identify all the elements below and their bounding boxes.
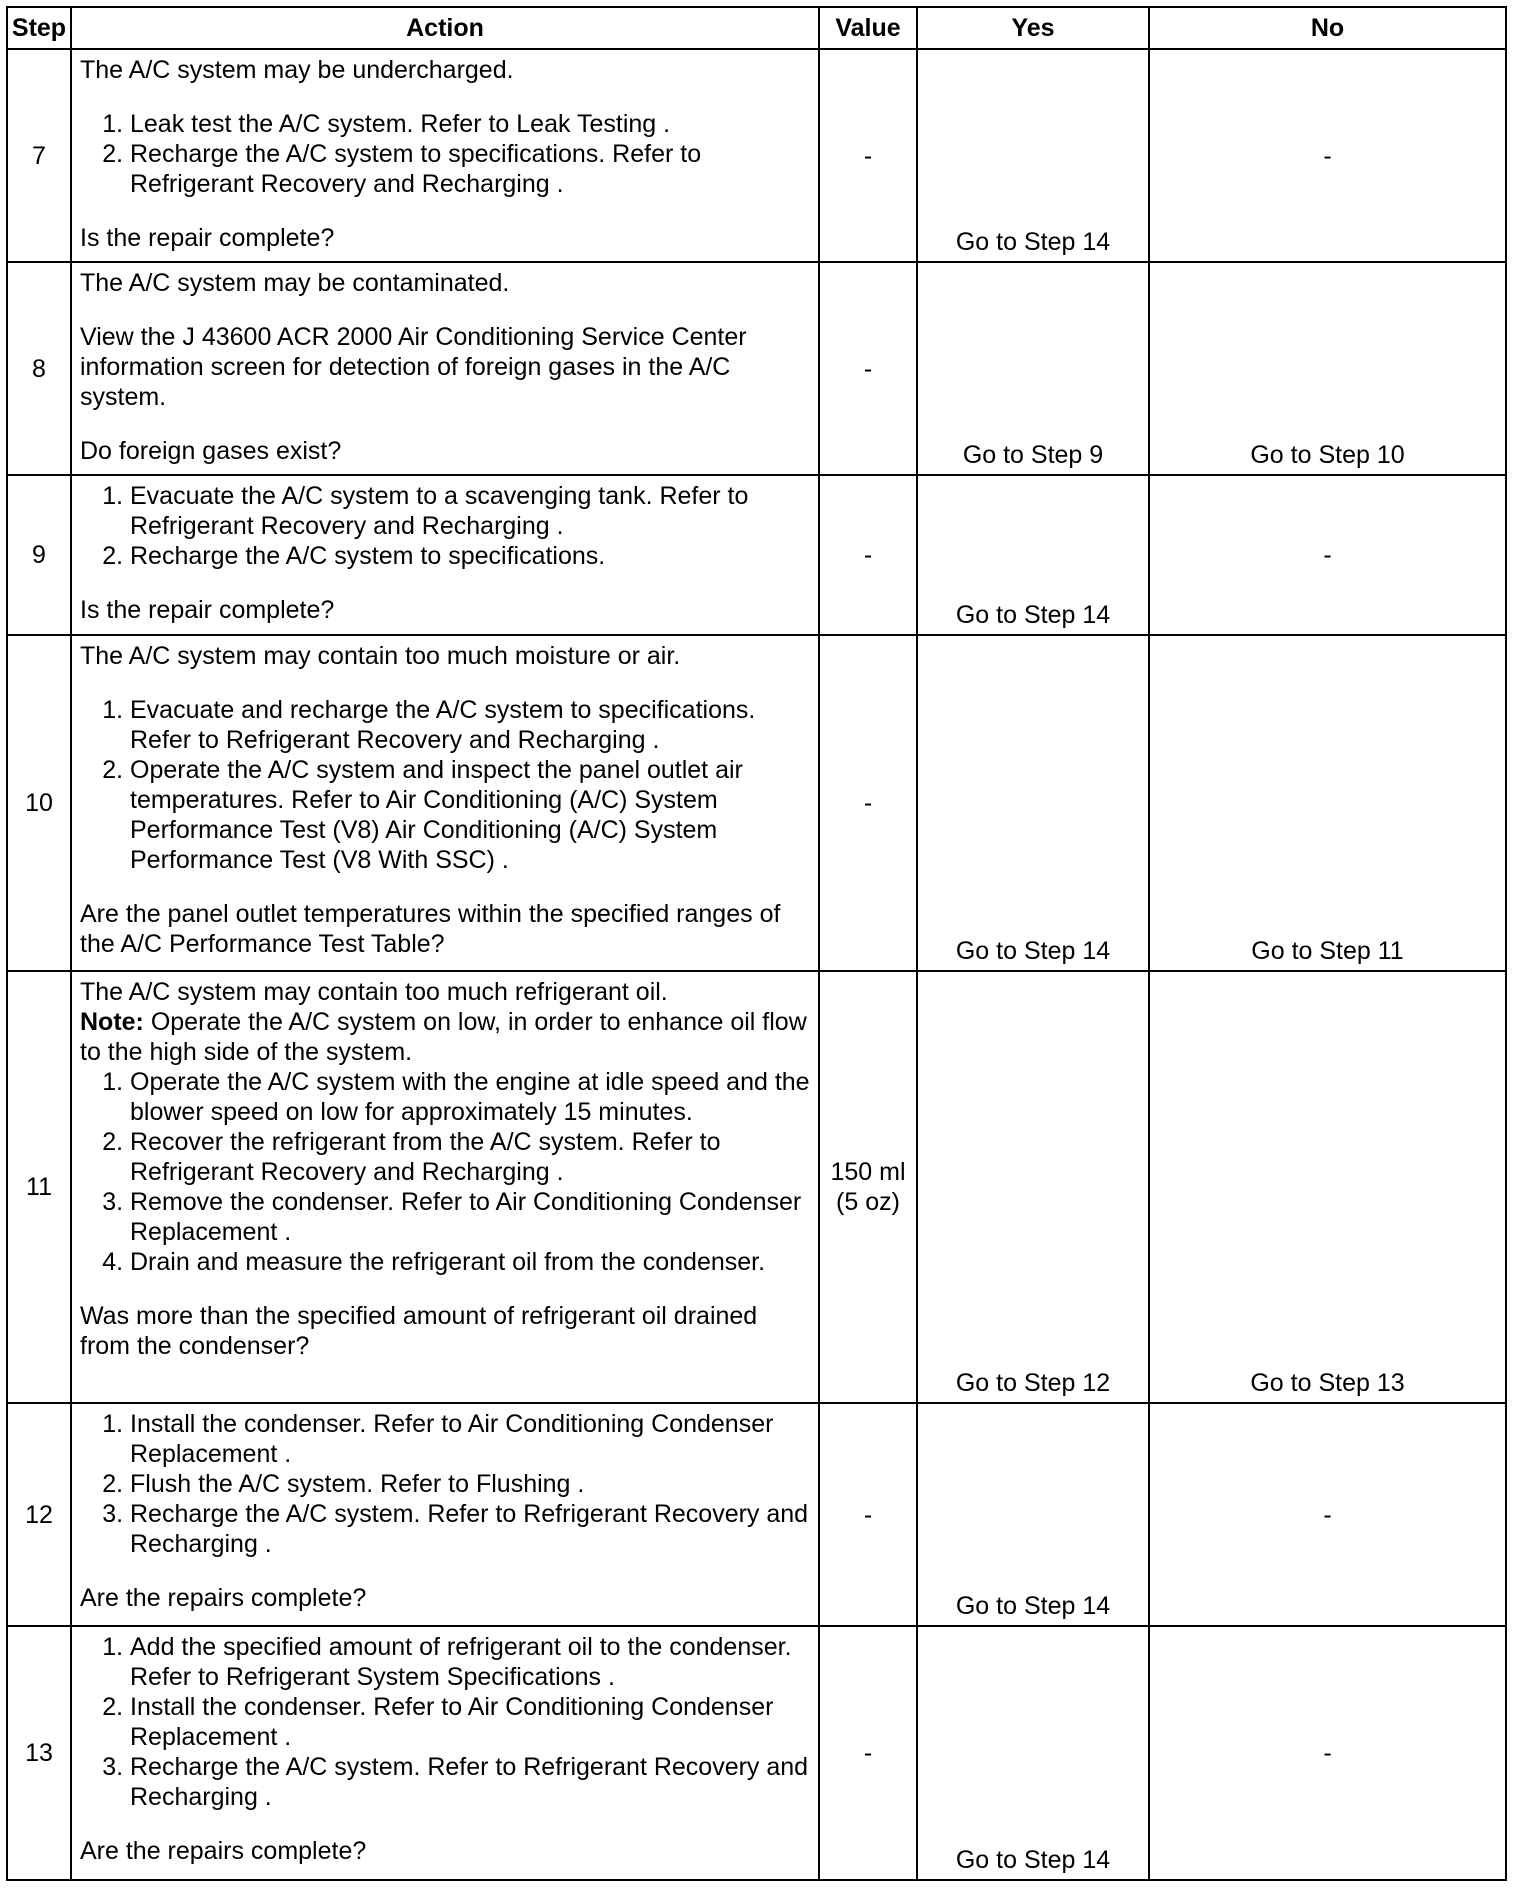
header-step: Step: [7, 7, 71, 49]
step-number: 8: [7, 262, 71, 475]
action-list: [80, 1409, 812, 1559]
table-row: [7, 262, 1506, 475]
action-list: [80, 1067, 812, 1277]
action-cell: [71, 49, 819, 262]
value-cell: [819, 971, 917, 1403]
step-number: 7: [7, 49, 71, 262]
list-item: 1. Leak test the A/C system. Refer to Leak Testing .: [130, 109, 812, 139]
yes-cell: Go to Step 14: [917, 1403, 1149, 1626]
list-item: 2. Operate the A/C system and inspect the panel outlet air temperatures. Refer to Air Conditioning (A/C) System Performance Test (V8) Air Conditioning (A/C) System Performance Test (V8 With SSC) .: [130, 755, 812, 875]
table-row: [7, 971, 1506, 1403]
table-row: [7, 635, 1506, 971]
value-cell: -: [819, 635, 917, 971]
yes-cell: Go to Step 14: [917, 1626, 1149, 1880]
list-item: 3. Recharge the A/C system. Refer to Refrigerant Recovery and Recharging .: [130, 1752, 812, 1812]
list-item: 1. Evacuate the A/C system to a scavenging tank. Refer to Refrigerant Recovery and Recharging .: [130, 481, 812, 541]
action-intro: The A/C system may contain too much moisture or air.: [80, 642, 681, 670]
header-action: Action: [71, 7, 819, 49]
action-question: Is the repair complete?: [80, 224, 335, 252]
yes-cell: Go to Step 14: [917, 475, 1149, 635]
action-question: Was more than the specified amount of refrigerant oil drained from the condenser?: [80, 1302, 758, 1360]
value-cell: -: [819, 1626, 917, 1880]
value-cell: -: [819, 262, 917, 475]
no-cell: -: [1149, 475, 1506, 635]
step-number: 12: [7, 1403, 71, 1626]
action-intro: The A/C system may contain too much refrigerant oil.: [80, 978, 668, 1006]
action-cell: [71, 1403, 819, 1626]
action-intro: The A/C system may be undercharged.: [80, 56, 514, 84]
action-cell: [71, 971, 819, 1403]
action-intro: The A/C system may be contaminated.: [80, 269, 510, 297]
action-list: [80, 481, 812, 571]
step-number: 11: [7, 971, 71, 1403]
value-cell: -: [819, 1403, 917, 1626]
table-row: [7, 49, 1506, 262]
yes-cell: Go to Step 14: [917, 49, 1149, 262]
yes-cell: Go to Step 9: [917, 262, 1149, 475]
no-cell: Go to Step 13: [1149, 971, 1506, 1403]
action-list: [80, 695, 812, 875]
yes-cell: Go to Step 14: [917, 635, 1149, 971]
action-list: [80, 1632, 812, 1812]
list-item: 1. Operate the A/C system with the engine at idle speed and the blower speed on low for approximately 15 minutes.: [130, 1067, 812, 1127]
action-list: [80, 109, 812, 199]
step-number: 13: [7, 1626, 71, 1880]
diagnostic-table: [6, 6, 1507, 1881]
list-item: 1. Add the specified amount of refrigerant oil to the condenser. Refer to Refrigerant System Specifications .: [130, 1632, 812, 1692]
header-row: [7, 7, 1506, 49]
no-cell: -: [1149, 1403, 1506, 1626]
no-cell: Go to Step 11: [1149, 635, 1506, 971]
action-question: Is the repair complete?: [80, 596, 335, 624]
table-row: [7, 475, 1506, 635]
value-cell: -: [819, 475, 917, 635]
action-question: Are the panel outlet temperatures within the specified ranges of the A/C Performance Test Table?: [80, 900, 781, 958]
header-no: No: [1149, 7, 1506, 49]
list-item: 1. Install the condenser. Refer to Air Conditioning Condenser Replacement .: [130, 1409, 812, 1469]
note: [80, 1007, 812, 1067]
action-question: Are the repairs complete?: [80, 1837, 367, 1865]
header-yes: Yes: [917, 7, 1149, 49]
yes-cell: Go to Step 12: [917, 971, 1149, 1403]
value-line: 150 ml: [830, 1158, 906, 1186]
step-number: 9: [7, 475, 71, 635]
action-question: Are the repairs complete?: [80, 1584, 367, 1612]
list-item: 2. Recover the refrigerant from the A/C system. Refer to Refrigerant Recovery and Recharging .: [130, 1127, 812, 1187]
list-item: 2. Recharge the A/C system to specifications. Refer to Refrigerant Recovery and Recharging .: [130, 139, 812, 199]
list-item: 2. Flush the A/C system. Refer to Flushing .: [130, 1469, 812, 1499]
action-cell: [71, 262, 819, 475]
no-cell: -: [1149, 49, 1506, 262]
step-number: 10: [7, 635, 71, 971]
list-item: 4. Drain and measure the refrigerant oil from the condenser.: [130, 1247, 812, 1277]
list-item: 1. Evacuate and recharge the A/C system to specifications. Refer to Refrigerant Recovery and Recharging .: [130, 695, 812, 755]
list-item: 2. Install the condenser. Refer to Air Conditioning Condenser Replacement .: [130, 1692, 812, 1752]
table-row: [7, 1626, 1506, 1880]
list-item: 3. Recharge the A/C system. Refer to Refrigerant Recovery and Recharging .: [130, 1499, 812, 1559]
action-cell: [71, 475, 819, 635]
table-row: [7, 1403, 1506, 1626]
note-text: Operate the A/C system on low, in order to enhance oil flow to the high side of the system.: [80, 1008, 807, 1066]
no-cell: -: [1149, 1626, 1506, 1880]
action-paragraph: View the J 43600 ACR 2000 Air Conditioning Service Center information screen for detection of foreign gases in the A/C system.: [80, 323, 747, 411]
list-item: 2. Recharge the A/C system to specifications.: [130, 541, 812, 571]
list-item: 3. Remove the condenser. Refer to Air Conditioning Condenser Replacement .: [130, 1187, 812, 1247]
header-value: Value: [819, 7, 917, 49]
note-label: Note:: [80, 1008, 144, 1036]
action-cell: [71, 1626, 819, 1880]
action-cell: [71, 635, 819, 971]
no-cell: Go to Step 10: [1149, 262, 1506, 475]
value-line: (5 oz): [836, 1188, 900, 1216]
action-question: Do foreign gases exist?: [80, 437, 342, 465]
value-cell: -: [819, 49, 917, 262]
